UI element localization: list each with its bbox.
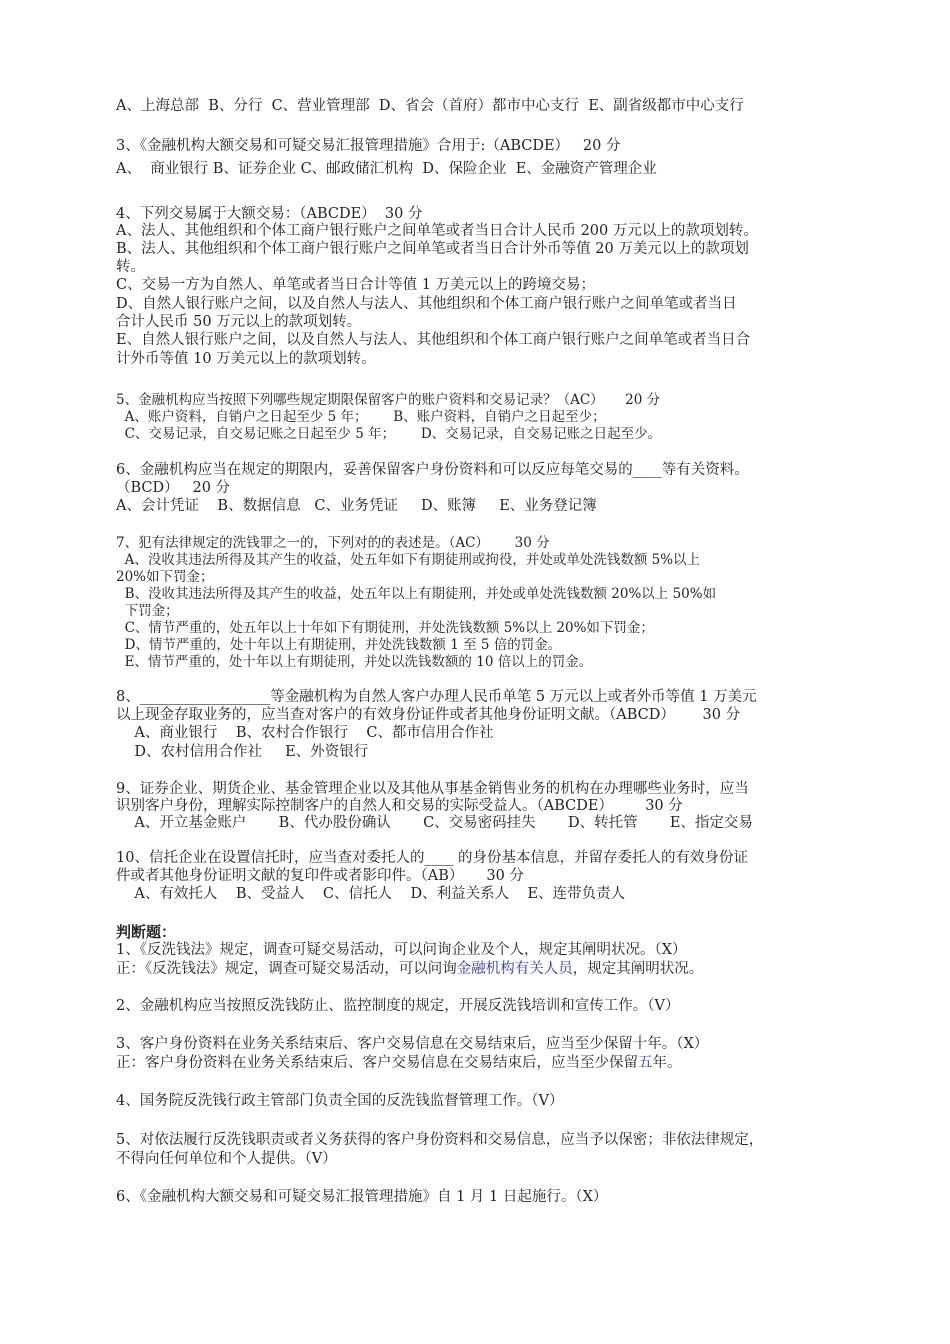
judge-6: 6、《金融机构大额交易和可疑交易汇报管理措施》自 1 月 1 日起施行。（X）: [116, 1189, 608, 1205]
q2-options: A、上海总部 B、分行 C、营业管理部 D、省会（首府）都市中心支行 E、副省级都市中心支行: [116, 98, 744, 114]
judge-1-correction-pre: 正：《反洗钱法》规定，调查可疑交易活动，可以问询: [116, 961, 457, 977]
judge-3-correction-post: 年。: [652, 1055, 682, 1071]
q5-options-ab: A、账户资料，自销户之日起至少 5 年； B、账户资料，自销户之日起至少；: [116, 409, 606, 425]
q7-option-a-cont: 20%如下罚金；: [116, 569, 214, 585]
judge-3-correction: [116, 1054, 856, 1073]
q4-option-b-cont: 转。: [116, 259, 145, 275]
q4-stem: 4、下列交易属于大额交易：（ABCDE） 30 分: [116, 206, 423, 222]
q5-stem: 5、金融机构应当按照下列哪些规定期限保留客户的账户资料和交易记录？（AC） 20 分: [116, 392, 661, 408]
q4-option-b: B、法人、其他组织和个体工商户银行账户之间单笔或者当日合计外币等值 20 万美元以上的款项划: [116, 241, 749, 257]
q7-option-e: E、情节严重的，处十年以上有期徒刑，并处以洗钱数额的 10 倍以上的罚金。: [116, 654, 593, 670]
q4-option-d: D、自然人银行账户之间，以及自然人与法人、其他组织和个体工商户银行账户之间单笔或者当日: [116, 296, 737, 312]
q4-option-e: E、自然人银行账户之间，以及自然人与法人、其他组织和个体工商户银行账户之间单笔或者当日合: [116, 332, 751, 348]
q8-stem: 8、__________________等金融机构为自然人客户办理人民币单笔 5 万元以上或者外币等值 1 万美元: [116, 689, 757, 705]
q4-option-c: C、交易一方为自然人、单笔或者当日合计等值 1 万美元以上的跨境交易；: [116, 277, 596, 293]
q3-stem: 3、《金融机构大额交易和可疑交易汇报管理措施》合用于:（ABCDE） 20 分: [116, 138, 621, 154]
q8-options-2: D、农村信用合作社 E、外资银行: [116, 744, 369, 760]
q4-option-a: A、法人、其他组织和个体工商户银行账户之间单笔或者当日合计人民币 200 万元以上的款项划转。: [116, 223, 758, 239]
judge-5-cont: 不得向任何单位和个人提供。（V）: [116, 1151, 337, 1167]
q4-option-d-cont: 合计人民币 50 万元以上的款项划转。: [116, 314, 362, 330]
q10-stem-cont: 件或者其他身份证明文献的复印件或者影印件。（AB） 30 分: [116, 868, 524, 884]
q7-stem: 7、犯有法律规定的洗钱罪之一的，下列对的的表述是。（AC） 30 分: [116, 535, 550, 551]
q7-option-b-cont: 下罚金；: [116, 603, 179, 619]
q6-stem: 6、金融机构应当在规定的期限内，妥善保留客户身份资料和可以反应每笔交易的____等有关资料。: [116, 462, 749, 478]
q4-option-e-cont: 计外币等值 10 万美元以上的款项划转。: [116, 351, 376, 367]
q9-stem-cont: 识别客户身份，理解实际控制客户的自然人和交易的实际受益人。（ABCDE） 30 分: [116, 798, 683, 814]
judge-1-correction-post: ，规定其阐明状况。: [572, 961, 704, 977]
q10-stem: 10、信托企业在设置信托时，应当查对委托人的____ 的身份基本信息，并留存委托人的有效身份证: [116, 850, 749, 866]
q5-options-cd: C、交易记录，自交易记账之日起至少 5 年； D、交易记录，自交易记账之日起至少。: [116, 426, 662, 442]
judge-1-correction: [116, 960, 856, 979]
q8-options-1: A、商业银行 B、农村合作银行 C、都市信用合作社: [116, 725, 494, 741]
judge-2: 2、金融机构应当按照反洗钱防止、监控制度的规定，开展反洗钱培训和宣传工作。（V）: [116, 998, 680, 1014]
judge-3-correction-highlight: 五: [638, 1055, 653, 1071]
judge-5: 5、对依法履行反洗钱职责或者义务获得的客户身份资料和交易信息，应当予以保密；非依法律规定，: [116, 1132, 764, 1148]
q6-stem-cont: （BCD） 20 分: [116, 480, 231, 496]
judge-3: 3、客户身份资料在业务关系结束后、客户交易信息在交易结束后，应当至少保留十年。（X）: [116, 1036, 709, 1052]
q9-stem: 9、证券企业、期货企业、基金管理企业以及其他从事基金销售业务的机构在办理哪些业务时，应当: [116, 781, 749, 797]
q9-options: A、开立基金账户 B、代办股份确认 C、交易密码挂失 D、转托管 E、指定交易: [116, 815, 753, 831]
judge-4: 4、国务院反洗钱行政主管部门负责全国的反洗钱监督管理工作。（V）: [116, 1093, 564, 1109]
judge-3-correction-pre: 正：客户身份资料在业务关系结束后、客户交易信息在交易结束后，应当至少保留: [116, 1055, 638, 1071]
q7-option-d: D、情节严重的，处十年以上有期徒刑，并处洗钱数额 1 至 5 倍的罚金。: [116, 637, 562, 653]
judgement-heading: 判断题：: [116, 923, 177, 941]
q7-option-c: C、情节严重的，处五年以上十年如下有期徒刑，并处洗钱数额 5%以上 20%如下罚金；: [116, 620, 654, 636]
q7-option-b: B、没收其违法所得及其产生的收益，处五年以上有期徒刑，并处或单处洗钱数额 20%以上 50%如: [116, 586, 717, 602]
judge-1: 1、《反洗钱法》规定，调查可疑交易活动，可以问询企业及个人，规定其阐明状况。（X）: [116, 942, 687, 958]
q7-option-a: A、没收其违法所得及其产生的收益，处五年如下有期徒刑或拘役，并处或单处洗钱数额 5%以上: [116, 552, 701, 568]
q8-stem-cont: 以上现金存取业务的，应当查对客户的有效身份证件或者其他身份证明文献。（ABCD） 30 分: [116, 707, 741, 723]
q10-options: A、有效托人 B、受益人 C、信托人 D、利益关系人 E、连带负责人: [116, 886, 626, 902]
q3-options: A、 商业银行 B、证券企业 C、邮政储汇机构 D、保险企业 E、金融资产管理企业: [116, 161, 657, 177]
judge-1-correction-highlight: 金融机构有关人员: [456, 961, 573, 977]
q6-options: A、会计凭证 B、数据信息 C、业务凭证 D、账簿 E、业务登记簿: [116, 498, 597, 514]
